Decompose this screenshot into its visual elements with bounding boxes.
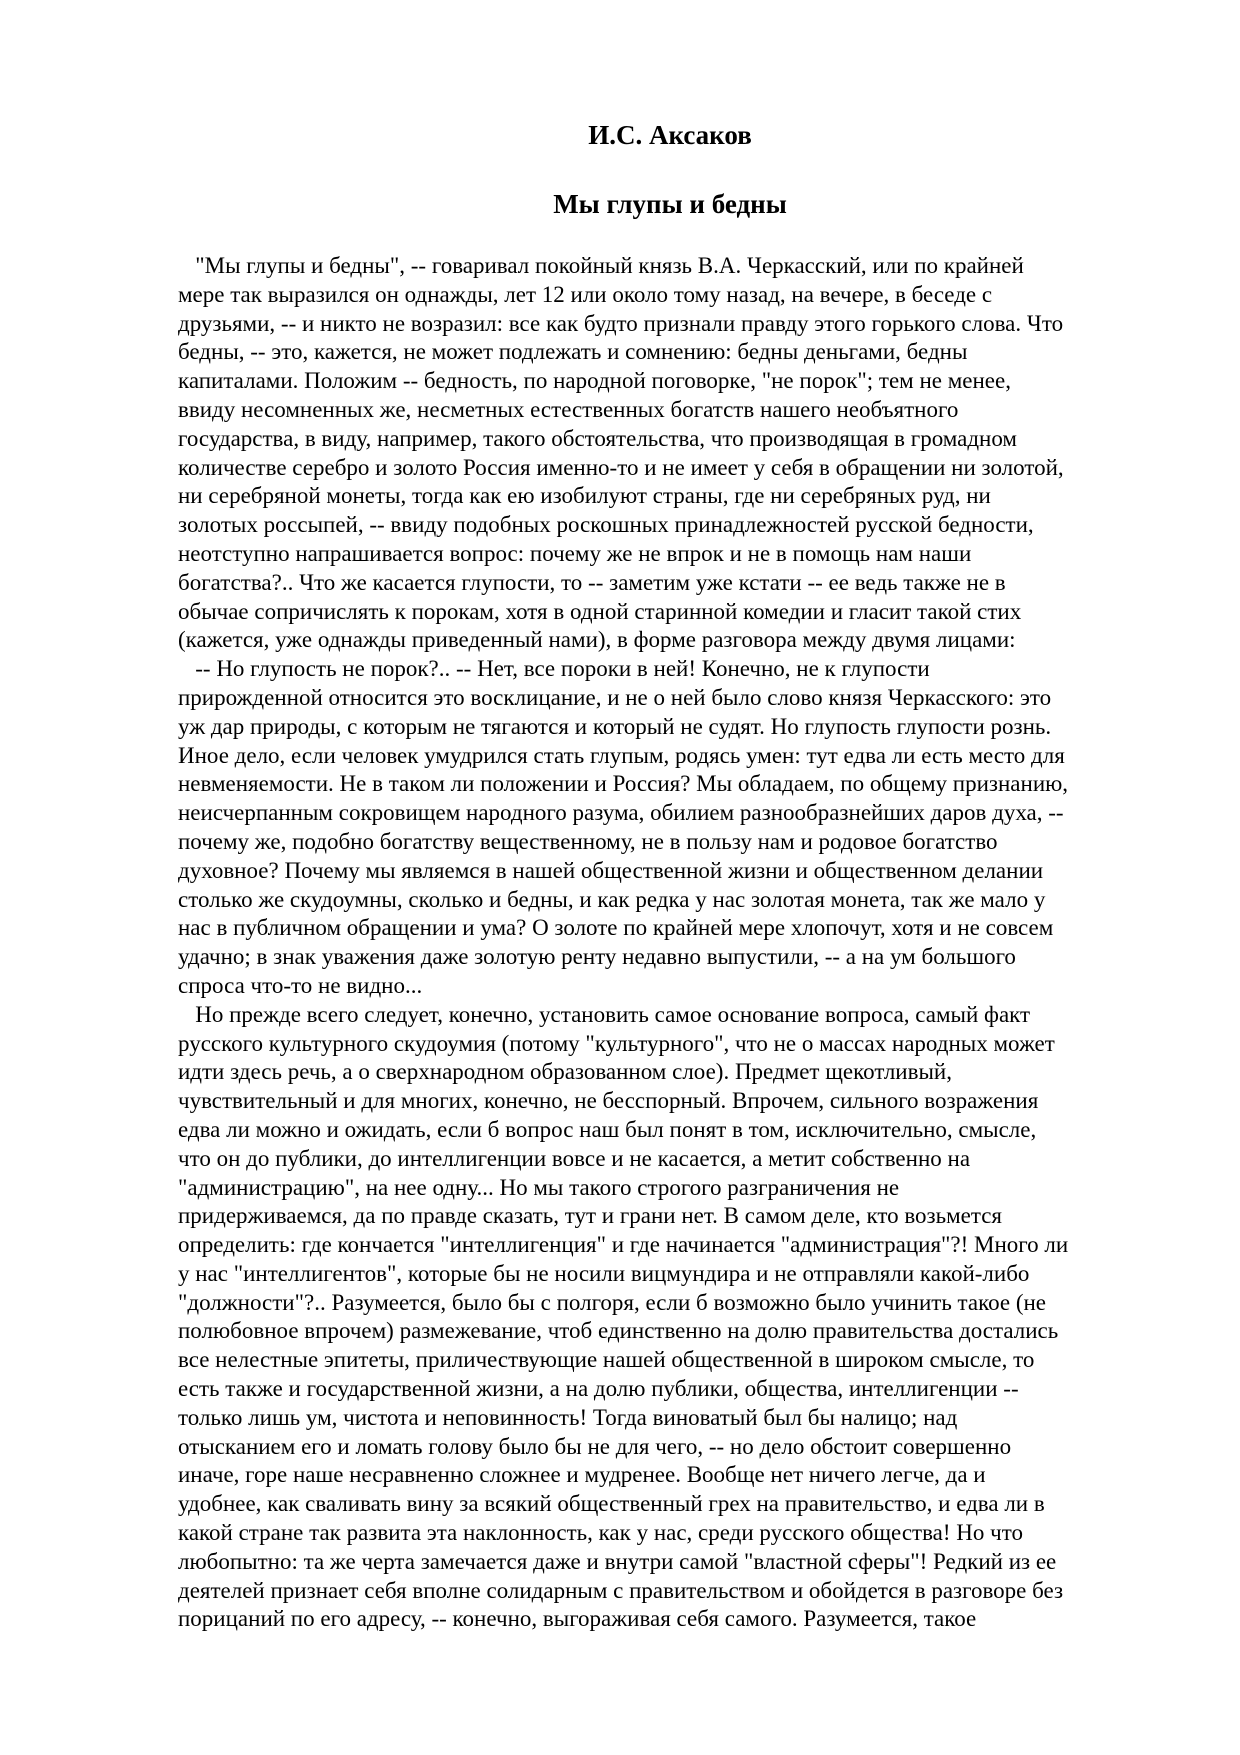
text-line: бедны, -- это, кажется, не может подлежать и сомнению: бедны деньгами, бедны [178,339,968,365]
text-line: чувствительный и для многих, конечно, не бесспорный. Впрочем, сильного возражения [178,1088,1039,1114]
text-line: русского культурного скудоумия (потому "культурного", что не о массах народных может [178,1030,1055,1056]
text-line: -- Но глупость не порок?.. -- Нет, все пороки в ней! Конечно, не к глупости [178,656,930,682]
text-line: невменяемости. Не в таком ли положении и Россия? Мы обладаем, по общему признанию, [178,771,1069,797]
text-line: придерживаемся, да по правде сказать, тут и грани нет. В самом деле, кто возьмется [178,1203,1003,1229]
text-line: богатства?.. Что же касается глупости, то -- заметим уже кстати -- ее ведь также не в [178,569,1006,595]
text-line: мере так выразился он однажды, лет 12 или около тому назад, на вечере, в беседе с [178,281,993,307]
text-line: неотступно напрашивается вопрос: почему же не впрок и не в помощь нам наши [178,540,972,566]
article-title: Мы глупы и бедны [553,189,787,219]
text-line: (кажется, уже однажды приведенный нами), в форме разговора между двумя лицами: [178,627,1016,653]
article-body [178,252,1168,1634]
text-line: духовное? Почему мы являемся в нашей общественной жизни и общественном делании [178,857,1044,883]
text-line: ввиду несомненных же, несметных естественных богатств нашего необъятного [178,396,959,422]
text-line: иначе, горе наше несравненно сложнее и мудренее. Вообще нет ничего легче, да и [178,1462,986,1488]
text-line: столько же скудоумны, сколько и бедны, и как редка у нас золотая монета, так же мало у [178,886,1046,912]
text-line: "должности"?.. Разумеется, было бы с полгоря, если б возможно было учинить такое (не [178,1289,1047,1315]
text-line: "Мы глупы и бедны", -- говаривал покойный князь В.А. Черкасский, или по крайней [178,253,1024,278]
text-line: все нелестные эпитеты, приличествующие нашей общественной в широком смысле, то [178,1347,1035,1373]
text-line: нас в публичном обращении и ума? О золоте по крайней мере хлопочут, хотя и не совсем [178,915,1054,941]
author-heading: И.С. Аксаков [588,120,752,150]
text-line: удобнее, как сваливать вину за всякий общественный грех на правительство, и едва ли в [178,1491,1045,1517]
text-line: капиталами. Положим -- бедность, по народной поговорке, "не порок"; тем не менее, [178,368,1011,394]
text-line: какой стране так развита эта наклонность, как у нас, среди русского общества! Но что [178,1520,1023,1546]
text-line: деятелей признает себя вполне солидарным с правительством и обойдется в разговоре без [178,1577,1064,1603]
text-line: удачно; в знак уважения даже золотую ренту недавно выпустили, -- а на ум большого [178,944,1016,970]
text-line: государства, в виду, например, такого обстоятельства, что производящая в громадном [178,425,1017,451]
text-line: прирожденной относится это восклицание, и не о ней было слово князя Черкасского: это [178,684,1052,710]
text-line: Но прежде всего следует, конечно, установить самое основание вопроса, самый факт [178,1001,1031,1027]
text-line: почему же, подобно богатству вещественному, не в пользу нам и родовое богатство [178,828,998,854]
text-line: неисчерпанным сокровищем народного разума, обилием разнообразнейших даров духа, -- [178,800,1064,826]
text-line: что он до публики, до интеллигенции вовсе и не касается, а метит собственно на [178,1145,971,1171]
text-line: обычае сопричислять к порокам, хотя в одной старинной комедии и гласит такой стих [178,598,1022,624]
text-line: уж дар природы, с которым не тягаются и который не судят. Но глупость глупости рознь. [178,713,1052,739]
text-line: отысканием его и ломать голову было бы не для чего, -- но дело обстоит совершенно [178,1433,1012,1459]
text-line: любопытно: та же черта замечается даже и внутри самой "властной сферы"! Редкий из ее [178,1548,1057,1574]
text-line: у нас "интеллигентов", которые бы не носили вицмундира и не отправляли какой-либо [178,1260,1030,1286]
text-line: ни серебряной монеты, тогда как ею изобилуют страны, где ни серебряных руд, ни [178,483,991,509]
text-line: Иное дело, если человек умудрился стать глупым, родясь умен: тут едва ли есть место для [178,742,1065,768]
text-line: друзьями, -- и никто не возразил: все как будто признали правду этого горького слова. Что [178,310,1064,336]
text-line: идти здесь речь, а о сверхнародном образованном слое). Предмет щекотливый, [178,1059,952,1085]
text-line: "администрацию", на нее одну... Но мы такого строгого разграничения не [178,1174,900,1200]
text-line: количестве серебро и золото Россия именно-то и не имеет у себя в обращении ни золотой, [178,454,1064,480]
text-line: золотых россыпей, -- ввиду подобных роскошных принадлежностей русской бедности, [178,512,1034,538]
text-line: едва ли можно и ожидать, если б вопрос наш был понят в том, исключительно, смысле, [178,1116,1037,1142]
text-line: полюбовное впрочем) размежевание, чтоб единственно на долю правительства достались [178,1318,1059,1344]
text-line: есть также и государственной жизни, а на долю публики, общества, интеллигенции -- [178,1376,1019,1402]
text-line: только лишь ум, чистота и неповинность! Тогда виноватый был бы налицо; над [178,1404,958,1430]
text-line: определить: где кончается "интеллигенция" и где начинается "администрация"?! Много ли [178,1232,1069,1258]
text-line: порицаний по его адресу, -- конечно, выгораживая себя самого. Разумеется, такое [178,1606,977,1632]
text-line: спроса что-то не видно... [178,972,423,998]
